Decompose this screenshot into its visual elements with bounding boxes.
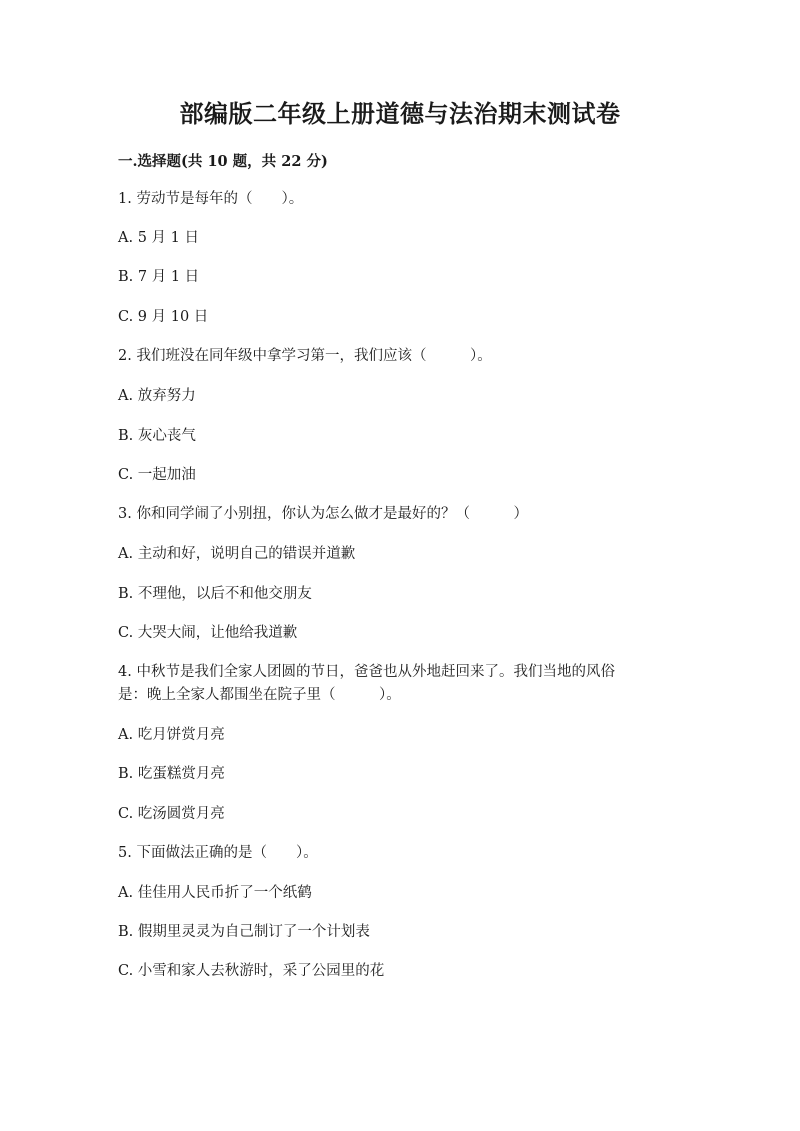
question-2-option-a: A. 放弃努力 — [118, 388, 196, 404]
question-5-option-a: A. 佳佳用人民币折了一个纸鹤 — [118, 885, 312, 901]
question-1-option-b: B. 7 月 1 日 — [118, 269, 200, 285]
question-1-option-a: A. 5 月 1 日 — [118, 230, 199, 246]
question-3-option-a: A. 主动和好，说明自己的错误并道歉 — [118, 546, 356, 562]
question-4-option-a: A. 吃月饼赏月亮 — [118, 727, 225, 743]
page-title: 部编版二年级上册道德与法治期末测试卷 — [179, 99, 621, 128]
question-4-option-b: B. 吃蛋糕赏月亮 — [118, 766, 225, 782]
section-header: 一.选择题(共 10 题，共 22 分) — [118, 153, 328, 170]
question-1-stem: 1. 劳动节是每年的（ ）。 — [118, 191, 304, 207]
question-5-option-b: B. 假期里灵灵为自己制订了一个计划表 — [118, 924, 370, 940]
question-1-option-c: C. 9 月 10 日 — [118, 309, 209, 325]
question-2-option-b: B. 灰心丧气 — [118, 428, 196, 444]
question-2-stem: 2. 我们班没在同年级中拿学习第一，我们应该（ ）。 — [118, 348, 492, 364]
question-2-option-c: C. 一起加油 — [118, 467, 196, 483]
question-4-stem-line-1: 4. 中秋节是我们全家人团圆的节日，爸爸也从外地赶回来了。我们当地的风俗 — [118, 664, 615, 680]
question-4-option-c: C. 吃汤圆赏月亮 — [118, 806, 225, 822]
question-3-stem: 3. 你和同学闹了小别扭，你认为怎么做才是最好的？（ ） — [118, 506, 528, 522]
question-3-option-c: C. 大哭大闹，让他给我道歉 — [118, 625, 298, 641]
question-5-option-c: C. 小雪和家人去秋游时，采了公园里的花 — [118, 963, 385, 979]
question-4-stem-line-2: 是：晚上全家人都围坐在院子里（ ）。 — [118, 687, 401, 703]
question-5-stem: 5. 下面做法正确的是（ ）。 — [118, 845, 318, 861]
question-3-option-b: B. 不理他，以后不和他交朋友 — [118, 586, 312, 602]
